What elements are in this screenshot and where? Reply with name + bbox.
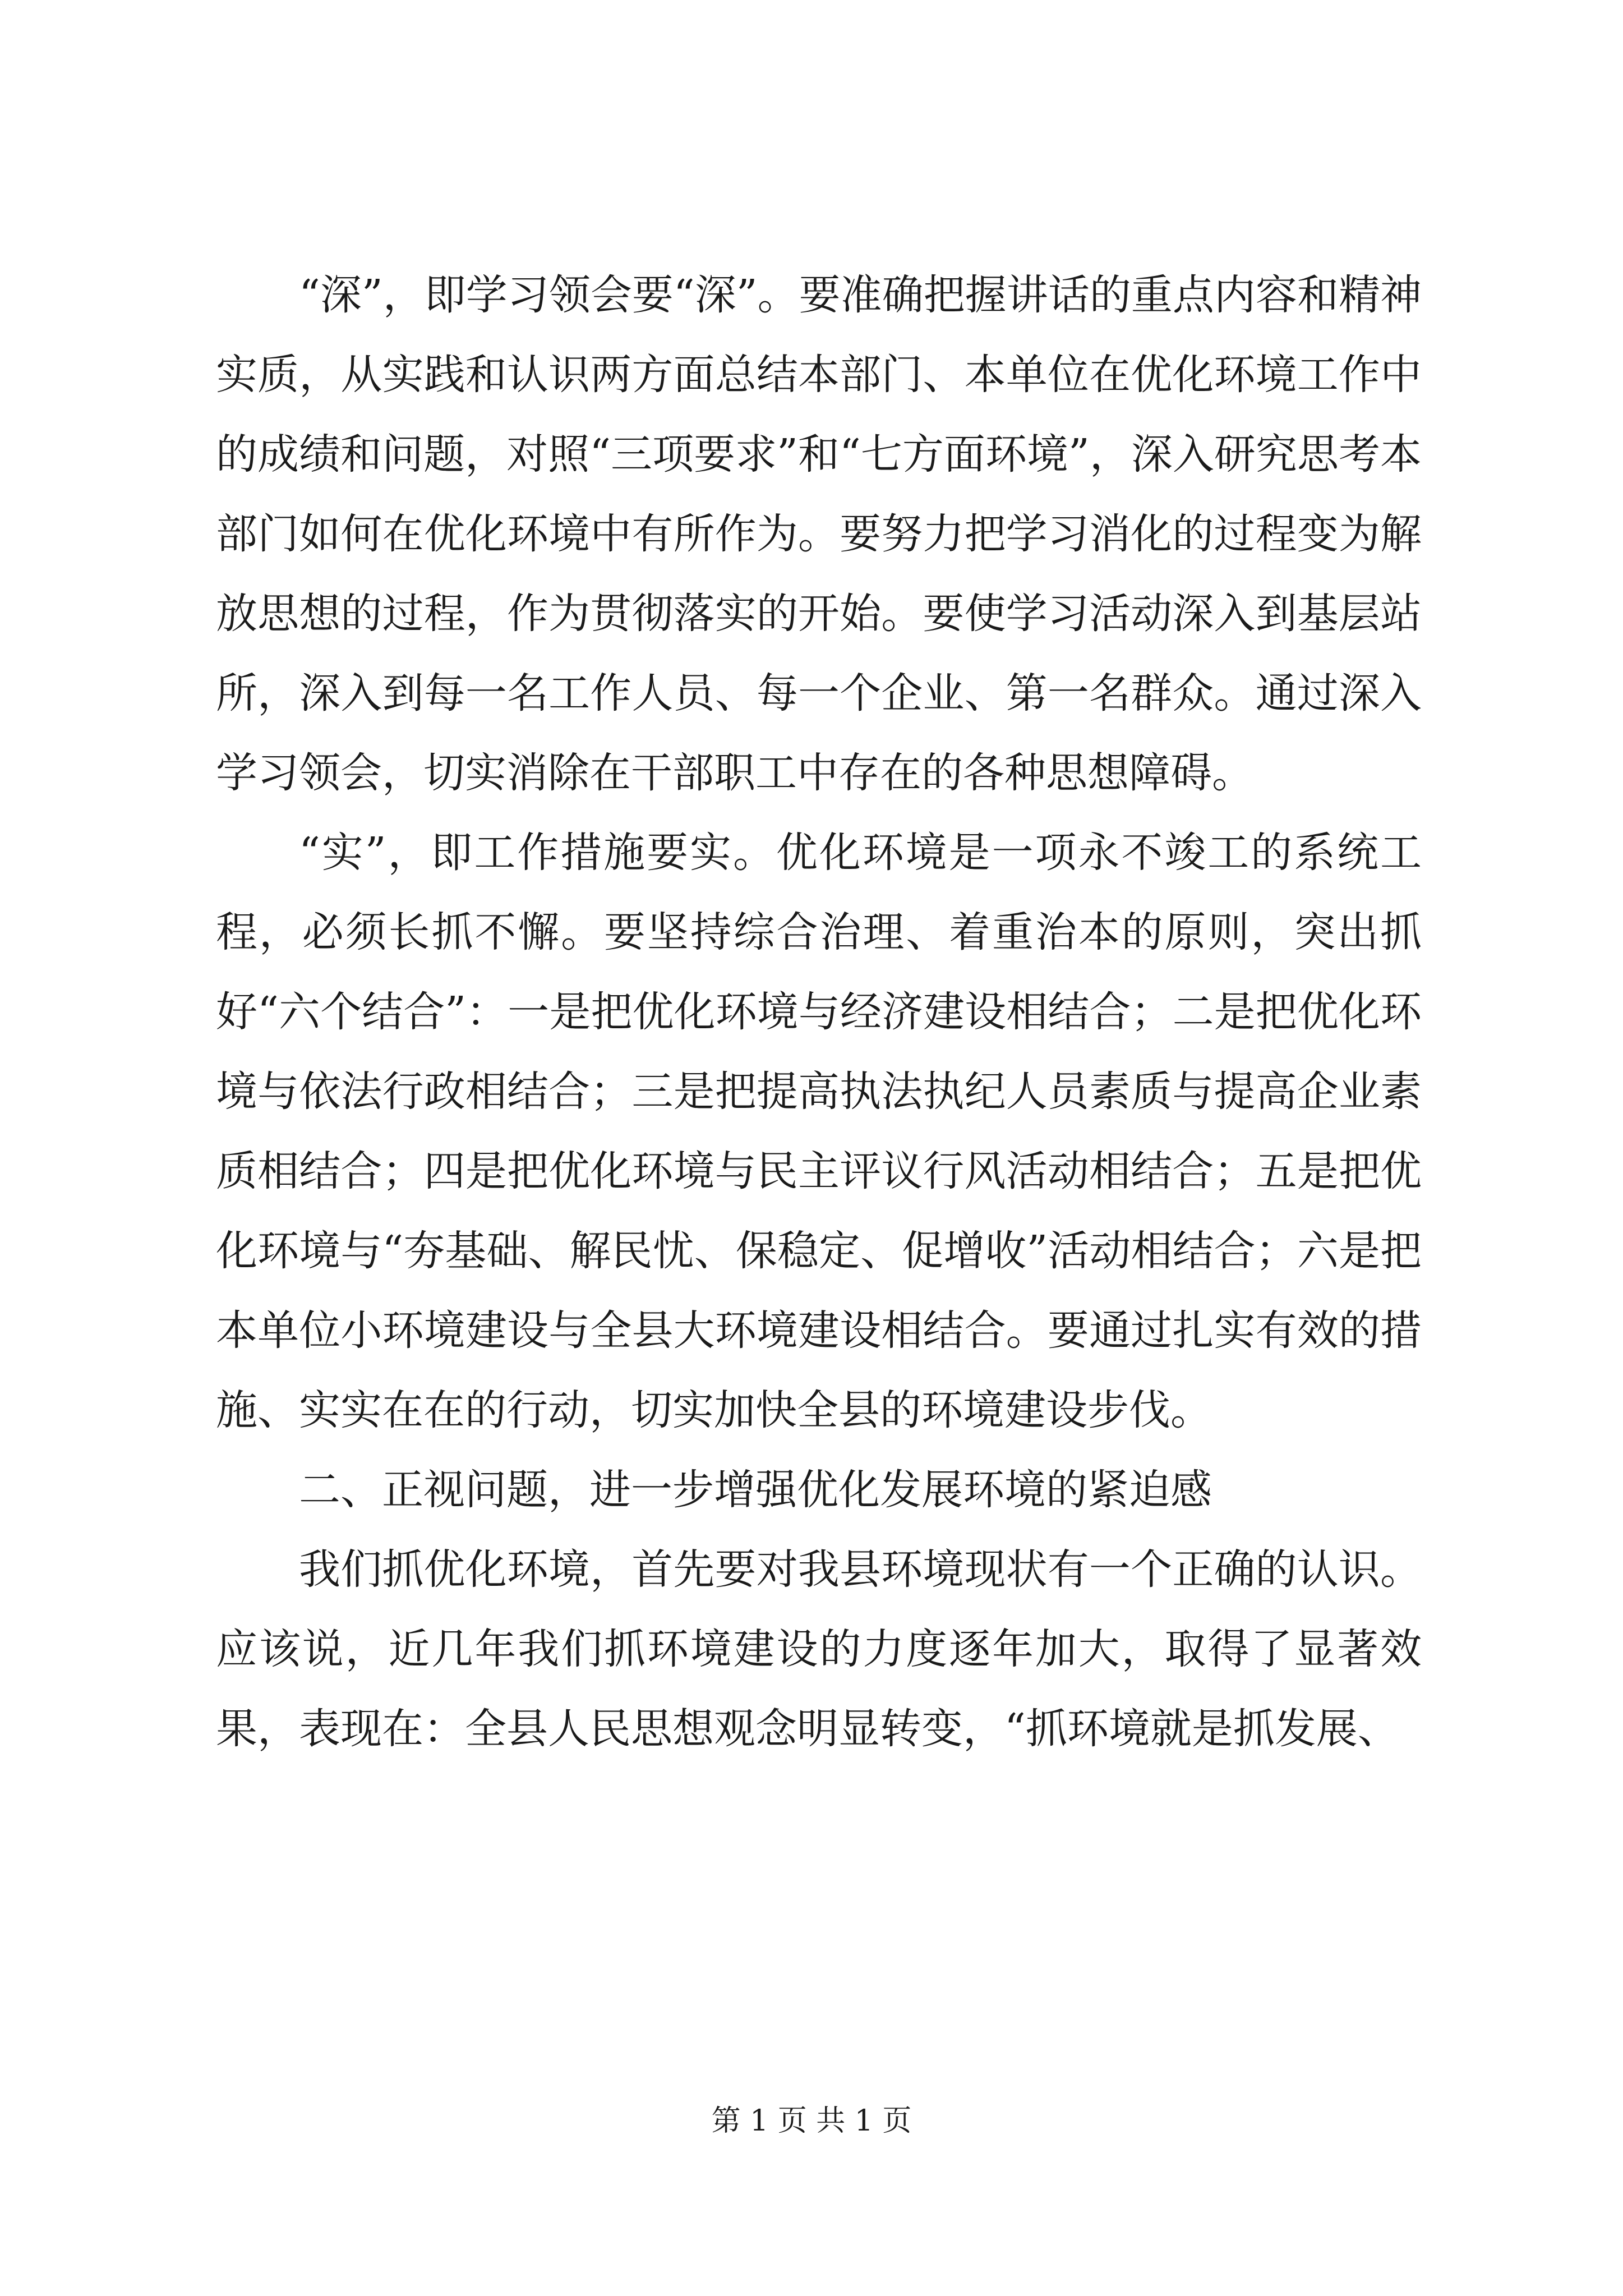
page-footer: 第 1 页 共 1 页	[711, 2104, 912, 2138]
section-heading: 二、正视问题，进一步增强优化发展环境的紧迫感	[299, 1466, 1212, 1514]
document-body	[216, 255, 1422, 1769]
paragraph-current-status: 我们抓优化环境，首先要对我县环境现状有一个正确的认识。应该说，近几年我们抓环境建设的力度逐年加大，取得了显著效果，表现在：全县人民思想观念明显转变，“抓环境就是抓发展、	[216, 1545, 1422, 1753]
paragraph-shi: “实”，即工作措施要实。优化环境是一项永不竣工的系统工程，必须长抓不懈。要坚持综合治理、着重治本的原则，突出抓好“六个结合”：一是把优化环境与经济建设相结合；二是把优化环境与依法行政相结合；三是把提高执法执纪人员素质与提高企业素质相结合；四是把优化环境与民主评议行风活动相结合；五是把优化环境与“夯基础、解民忧、保稳定、促增收”活动相结合；六是把本单位小环境建设与全县大环境建设相结合。要通过扎实有效的措施、实实在在的行动，切实加快全县的环境建设步伐。	[216, 829, 1422, 1434]
paragraph-shen: “深”，即学习领会要“深”。要准确把握讲话的重点内容和精神实质，从实践和认识两方面总结本部门、本单位在优化环境工作中的成绩和问题，对照“三项要求”和“七方面环境”，深入研究思考本部门如何在优化环境中有所作为。要努力把学习消化的过程变为解放思想的过程，作为贯彻落实的开始。要使学习活动深入到基层站所，深入到每一名工作人员、每一个企业、第一名群众。通过深入学习领会，切实消除在干部职工中存在的各种思想障碍。	[216, 271, 1422, 797]
